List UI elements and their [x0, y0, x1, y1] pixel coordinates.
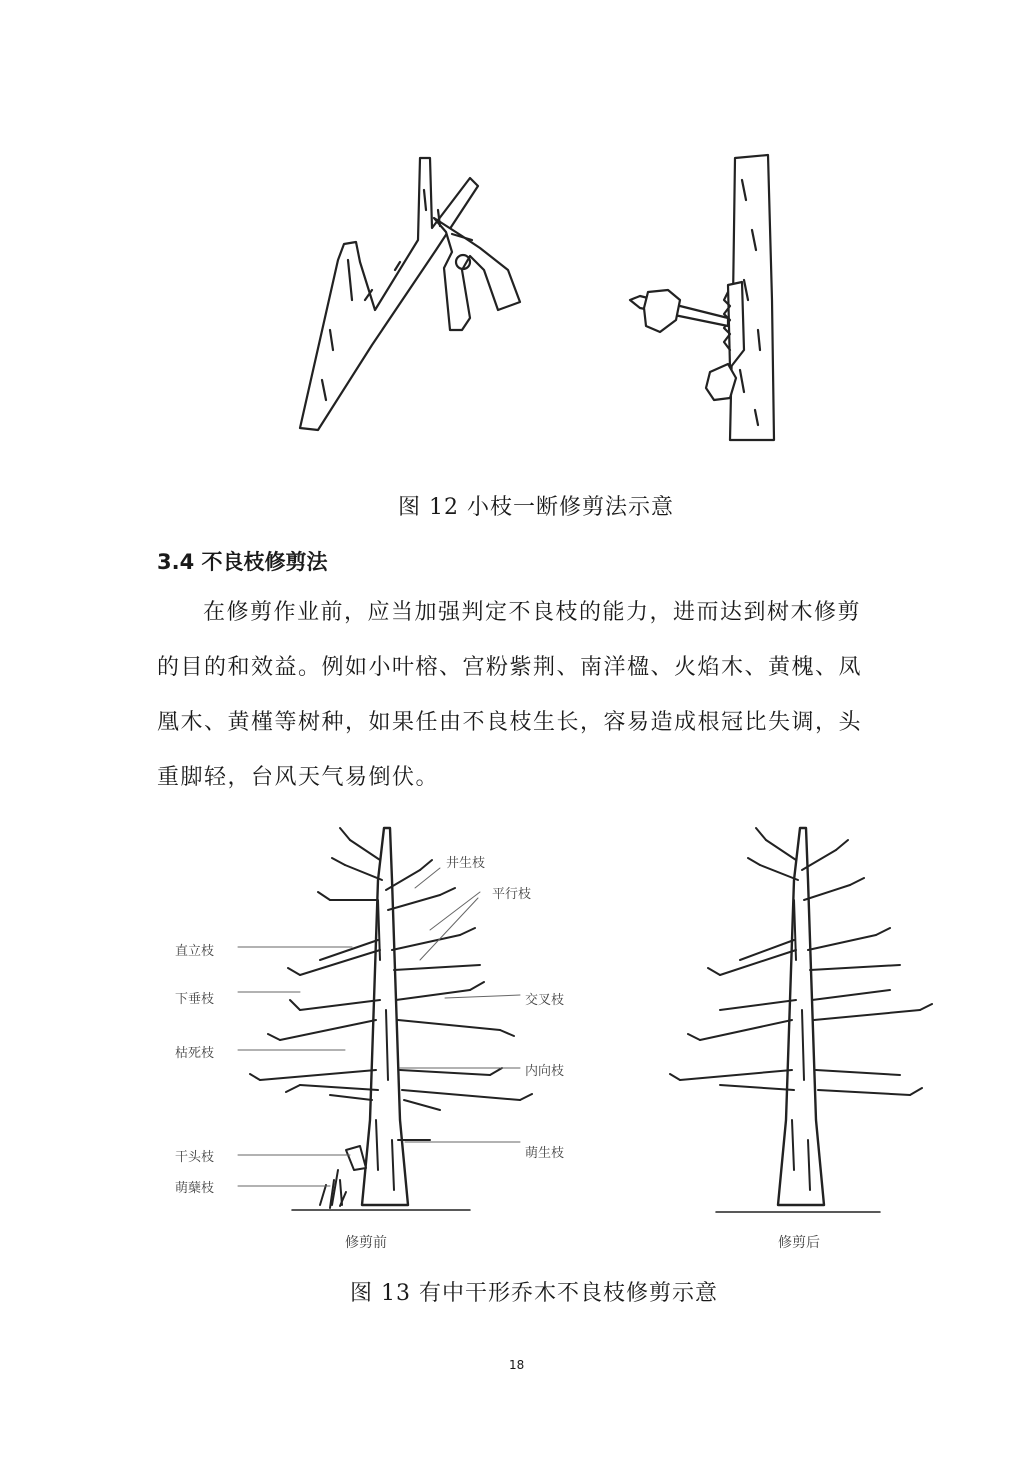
- section-heading: 3.4 不良枝修剪法: [157, 550, 328, 574]
- paragraph-line: 重脚轻，台风天气易倒伏。: [157, 765, 440, 790]
- label-drooping-branch: 下垂枝: [175, 992, 215, 1007]
- label-after-pruning: 修剪后: [778, 1235, 820, 1251]
- label-water-sprout: 萌生枝: [525, 1146, 565, 1161]
- figure-12-caption: 图 12 小枝一断修剪法示意: [398, 495, 674, 520]
- figure-13-caption: 图 13 有中干形乔木不良枝修剪示意: [350, 1281, 718, 1306]
- tree-before-pruning-drawing: [238, 828, 532, 1210]
- label-dead-branch: 枯死枝: [175, 1046, 215, 1061]
- label-upright-branch: 直立枝: [175, 944, 215, 959]
- label-stub-branch: 干头枝: [175, 1150, 215, 1165]
- label-well-branch: 井生枝: [446, 856, 486, 871]
- label-parallel-branch: 平行枝: [492, 887, 532, 902]
- paragraph-line: 在修剪作业前，应当加强判定不良枝的能力，进而达到树木修剪: [203, 600, 862, 625]
- label-before-pruning: 修剪前: [345, 1235, 387, 1251]
- paragraph-line: 凰木、黄槿等树种，如果任由不良枝生长，容易造成根冠比失调，头: [157, 710, 863, 735]
- page-number: 18: [509, 1358, 525, 1372]
- label-inward-branch: 内向枝: [525, 1064, 565, 1079]
- tree-after-pruning-drawing: [670, 828, 932, 1212]
- label-crossing-branch: 交叉枝: [525, 993, 565, 1008]
- paragraph-line: 的目的和效益。例如小叶榕、宫粉紫荆、南洋楹、火焰木、黄槐、凤: [157, 655, 863, 680]
- label-sucker-branch: 萌蘖枝: [175, 1181, 215, 1196]
